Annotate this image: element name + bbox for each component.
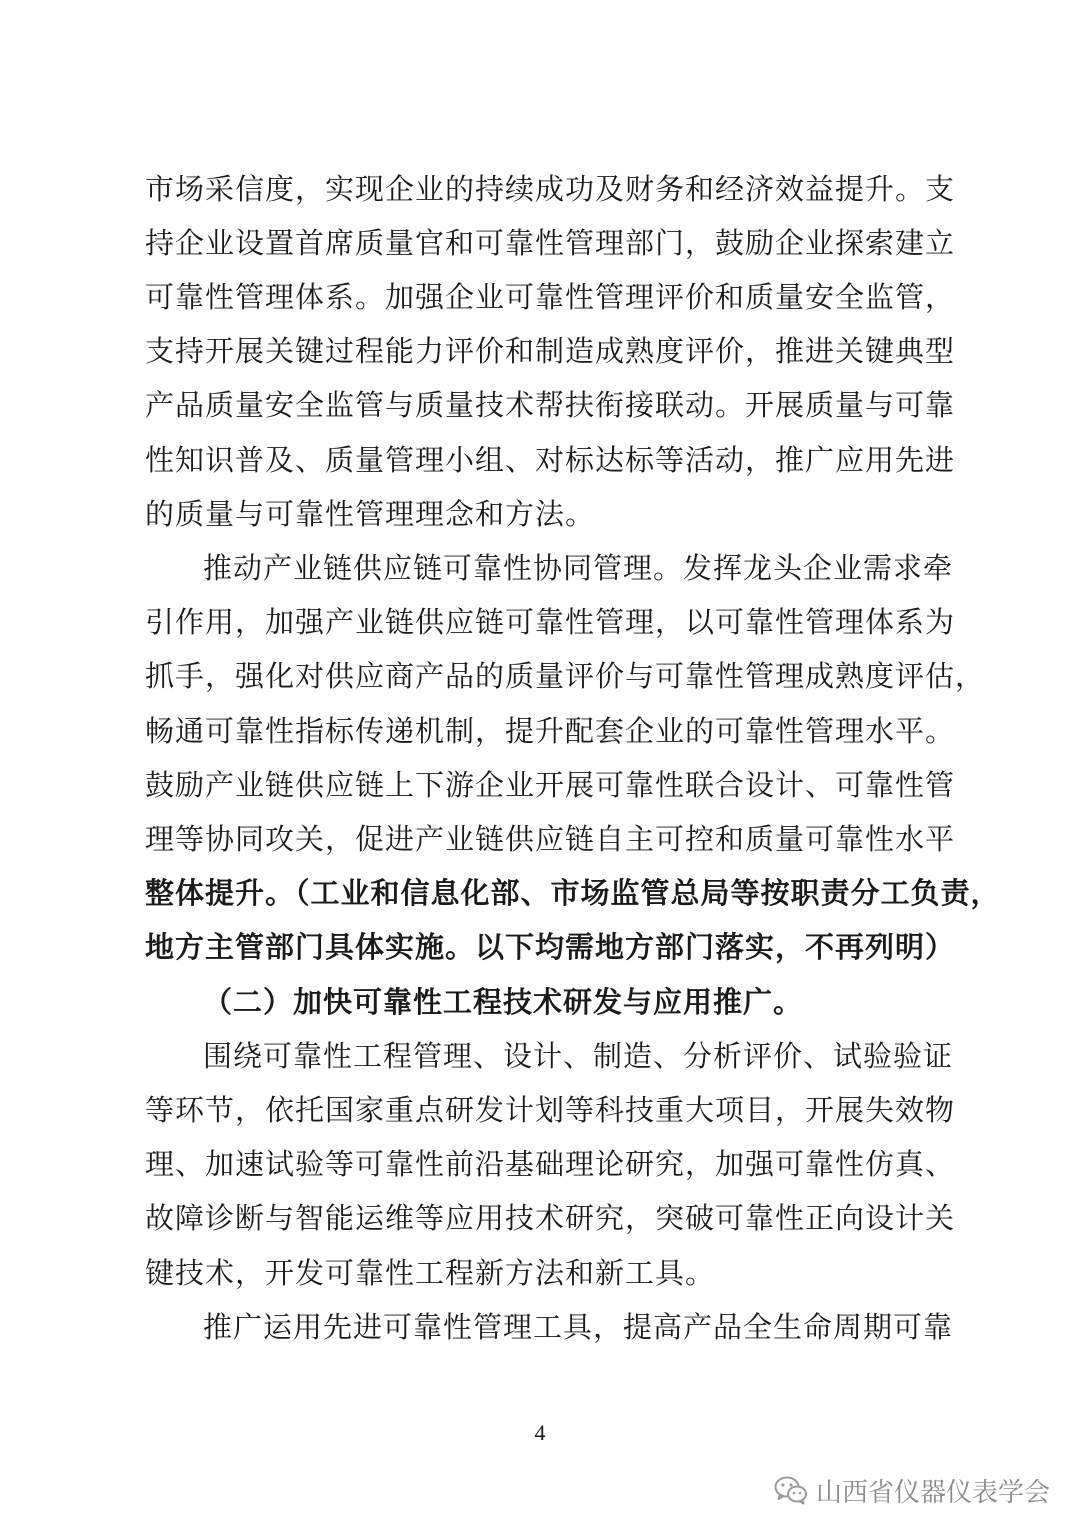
body-line: 整体提升。（工业和信息化部、市场监管总局等按职责分工负责， bbox=[145, 876, 1001, 910]
body-line: 鼓励产业链供应链上下游企业开展可靠性联合设计、可靠性管 bbox=[145, 768, 956, 802]
body-line: 可靠性管理体系。加强企业可靠性管理评价和质量安全监管， bbox=[145, 280, 956, 314]
body-line: 引作用，加强产业链供应链可靠性管理，以可靠性管理体系为 bbox=[145, 605, 956, 639]
body-line: 的质量与可靠性管理理念和方法。 bbox=[145, 497, 596, 531]
paragraph-first-line: 围绕可靠性工程管理、设计、制造、分析评价、试验验证 bbox=[203, 1039, 954, 1073]
body-line: 抓手，强化对供应商产品的质量评价与可靠性管理成熟度评估， bbox=[145, 659, 986, 693]
body-line: 支持开展关键过程能力评价和制造成熟度评价，推进关键典型 bbox=[145, 334, 956, 368]
page-number: 4 bbox=[534, 1420, 546, 1445]
body-line: 键技术，开发可靠性工程新方法和新工具。 bbox=[145, 1256, 716, 1290]
body-line: 理、加速试验等可靠性前沿基础理论研究，加强可靠性仿真、 bbox=[145, 1147, 956, 1181]
paragraph-first-line: 推广运用先进可靠性管理工具，提高产品全生命周期可靠 bbox=[203, 1310, 954, 1344]
body-line: 产品质量安全监管与质量技术帮扶衔接联动。开展质量与可靠 bbox=[145, 388, 956, 422]
body-line: 畅通可靠性指标传递机制，提升配套企业的可靠性管理水平。 bbox=[145, 714, 956, 748]
body-line: 等环节，依托国家重点研发计划等科技重大项目，开展失效物 bbox=[145, 1093, 956, 1127]
watermark-text: 山西省仪器仪表学会 bbox=[815, 1477, 1050, 1508]
body-line: 地方主管部门具体实施。以下均需地方部门落实，不再列明） bbox=[145, 930, 956, 964]
body-line: 市场采信度，实现企业的持续成功及财务和经济效益提升。支 bbox=[145, 172, 956, 206]
body-line: 持企业设置首席质量官和可靠性管理部门，鼓励企业探索建立 bbox=[145, 226, 956, 260]
body-line: 故障诊断与智能运维等应用技术研究，突破可靠性正向设计关 bbox=[145, 1201, 956, 1235]
body-line: 性知识普及、质量管理小组、对标达标等活动，推广应用先进 bbox=[145, 443, 956, 477]
watermark bbox=[774, 1470, 1050, 1510]
body-line: 理等协同攻关，促进产业链供应链自主可控和质量可靠性水平 bbox=[145, 822, 956, 856]
paragraph-first-line: 推动产业链供应链可靠性协同管理。发挥龙头企业需求牵 bbox=[203, 551, 954, 585]
wechat-icon bbox=[774, 1475, 808, 1505]
section-heading: （二）加快可靠性工程技术研发与应用推广。 bbox=[203, 985, 804, 1019]
